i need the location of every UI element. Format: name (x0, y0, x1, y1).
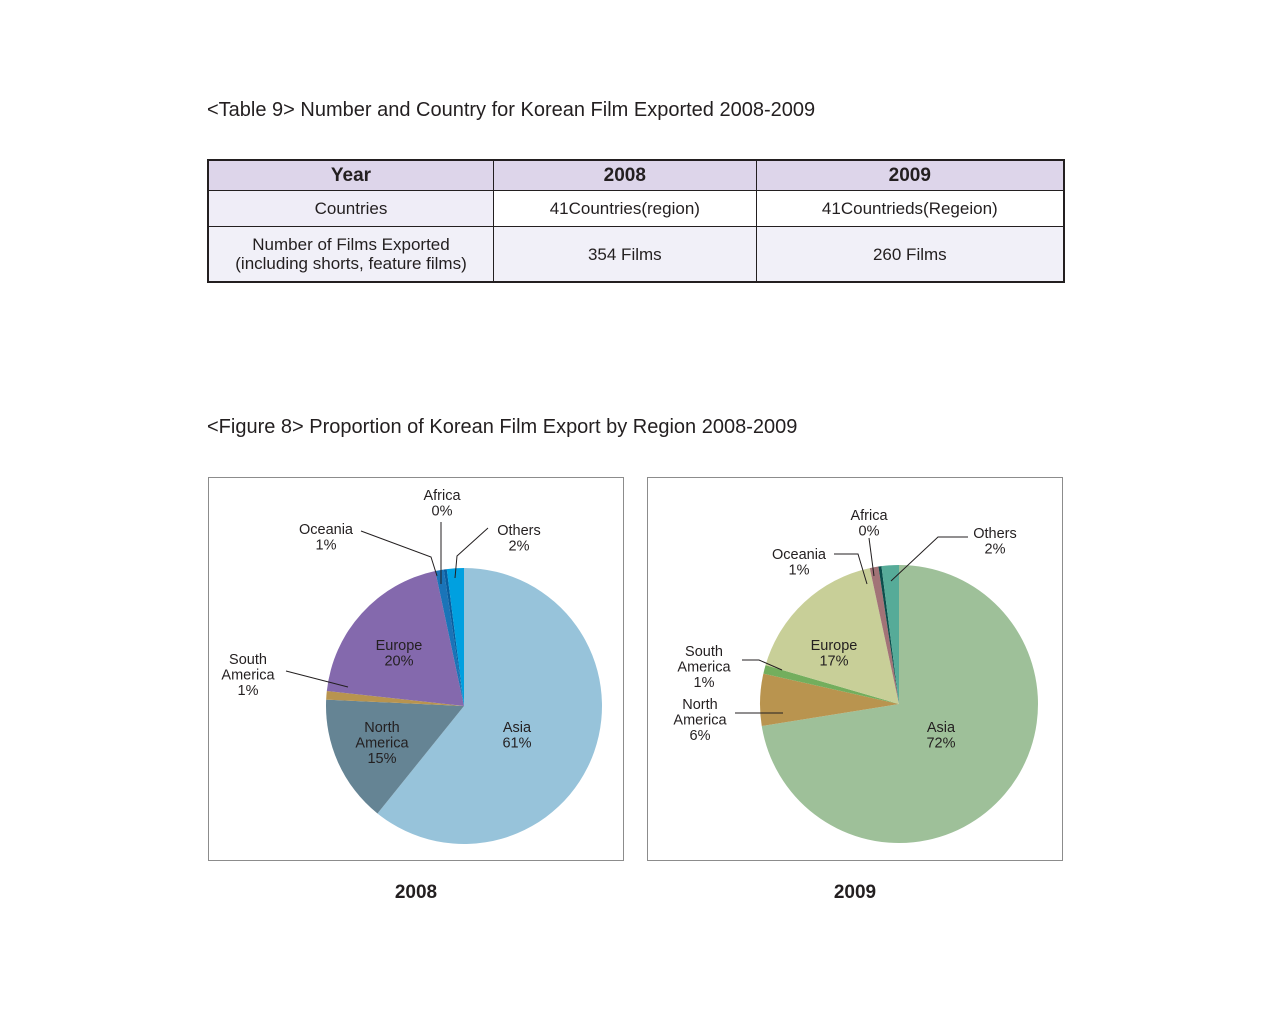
label-region: Oceania (298, 522, 354, 538)
label-percent: 72% (926, 735, 956, 752)
label-region: Asia (926, 720, 956, 736)
label-region: America (673, 712, 727, 729)
label-region: North (682, 697, 718, 713)
label-region: America (221, 667, 275, 684)
cell-films-2008: 354 Films (494, 227, 757, 283)
cell-films-2009: 260 Films (756, 227, 1064, 283)
label-region: America (355, 735, 409, 752)
label-region: North (364, 720, 400, 736)
label-region: Africa (423, 488, 461, 504)
data-label-others (973, 526, 1017, 558)
pie-svg-2008 (209, 478, 625, 862)
label-region: Europe (810, 638, 858, 654)
label-percent: 20% (384, 653, 414, 670)
label-percent: 0% (431, 503, 453, 520)
row-label-countries: Countries (208, 191, 494, 227)
label-percent: 1% (788, 562, 810, 579)
label-percent: 0% (858, 523, 880, 540)
row-label-films-line1: Number of Films Exported (252, 235, 450, 254)
label-region: Others (497, 523, 541, 539)
chart-caption-2009: 2009 (833, 882, 877, 903)
label-percent: 17% (819, 653, 849, 670)
label-percent: 1% (693, 675, 715, 691)
header-2009: 2009 (756, 160, 1064, 191)
label-region: Oceania (771, 547, 827, 563)
label-percent: 1% (315, 537, 337, 554)
label-percent: 61% (502, 735, 532, 752)
data-label-south-america (221, 652, 275, 699)
cell-countries-2008: 41Countries(region) (494, 191, 757, 227)
label-percent: 1% (237, 683, 259, 699)
header-year: Year (208, 160, 494, 191)
pie-chart-2008 (208, 477, 624, 861)
data-label-oceania (299, 522, 354, 554)
pie-chart-2009 (647, 477, 1063, 861)
label-region: Europe (375, 638, 423, 654)
label-region: Asia (502, 720, 532, 736)
table-row (208, 227, 1064, 283)
chart-caption-2008: 2008 (394, 882, 438, 903)
row-label-films (208, 227, 494, 283)
label-region: America (677, 659, 731, 676)
label-percent: 15% (367, 751, 397, 767)
header-2008: 2008 (494, 160, 757, 191)
label-percent: 2% (984, 541, 1006, 558)
data-label-asia (926, 720, 956, 752)
table-header-row (208, 160, 1064, 191)
data-label-africa (423, 488, 461, 520)
table-title: <Table 9> Number and Country for Korean Film Exported 2008-2009 (207, 99, 816, 121)
row-label-films-line2: (including shorts, feature films) (235, 254, 467, 273)
figure-title: <Figure 8> Proportion of Korean Film Export by Region 2008-2009 (207, 416, 798, 438)
leader-line-oceania (361, 531, 437, 576)
data-label-north-america (673, 697, 727, 744)
label-region: Africa (850, 508, 888, 524)
label-region: South (229, 652, 267, 668)
label-region: Others (973, 526, 1017, 542)
data-label-south-america (677, 644, 731, 691)
pie-svg-2009 (648, 478, 1064, 862)
data-label-asia (502, 720, 532, 752)
label-region: South (685, 644, 723, 660)
label-percent: 6% (689, 728, 711, 744)
export-table (207, 159, 1065, 283)
label-percent: 2% (508, 538, 530, 555)
data-label-oceania (772, 547, 827, 579)
table-row (208, 191, 1064, 227)
cell-countries-2009: 41Countrieds(Regeion) (756, 191, 1064, 227)
data-label-africa (850, 508, 888, 540)
data-label-others (497, 523, 541, 555)
